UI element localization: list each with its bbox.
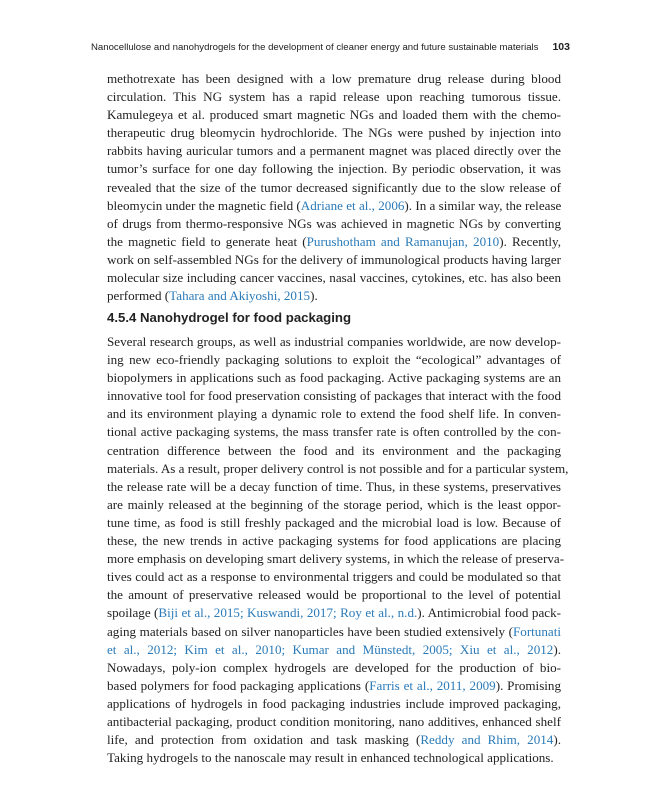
citation-link[interactable]: et al., 2012; Kim et al., 2010; Kumar and Münstedt, 2005; Xiu et al., 2012 <box>107 641 554 657</box>
text-line <box>107 713 561 731</box>
text-run: ). In a similar way, the release <box>404 197 562 213</box>
text-line <box>107 496 561 514</box>
running-head-title: Nanocellulose and nanohydrogels for the development of cleaner energy and future sustainable materials <box>91 42 539 53</box>
text-run: ). <box>310 288 318 304</box>
text-line <box>107 124 561 142</box>
running-head <box>92 41 570 53</box>
text-run: based polymers for food packaging applications ( <box>107 677 370 693</box>
text-line <box>107 106 561 124</box>
text-line <box>107 88 561 106</box>
text-run: bleomycin under the magnetic field ( <box>107 197 301 213</box>
citation-link[interactable]: Biji et al., 2015; Kuswandi, 2017; Roy et al., n.d. <box>158 605 418 621</box>
text-run: ). Recently, <box>499 233 561 249</box>
text-run: applications of hydrogels in food packaging industries include improved packaging, <box>107 695 561 711</box>
text-line <box>107 333 561 351</box>
text-line <box>107 215 561 233</box>
page-number: 103 <box>552 41 570 53</box>
text-line <box>107 695 561 713</box>
text-run: more emphasis on developing smart delivery systems, in which the release of preserva- <box>107 551 565 567</box>
text-line <box>107 550 565 568</box>
paragraph-food-packaging <box>107 333 569 767</box>
text-line <box>107 351 561 369</box>
text-run: ing new eco-friendly packaging solutions to exploit the “ecological” advantages of <box>107 352 561 368</box>
text-run: innovative tool for food preservation consisting of packages that interact with the food <box>107 388 561 404</box>
text-run: are mainly released at the beginning of the storage period, which is the least oppor- <box>107 496 561 512</box>
text-run: materials. As a result, proper delivery control is not possible and for a particular system, <box>107 460 569 476</box>
text-line <box>107 369 561 387</box>
text-run: ). <box>553 641 561 657</box>
text-line <box>107 586 561 604</box>
citation-link[interactable]: Fortunati <box>512 623 561 639</box>
paragraph-drug-delivery <box>107 70 561 305</box>
text-line <box>107 677 561 695</box>
text-run: life, and protection from oxidation and task masking ( <box>107 732 421 748</box>
text-line <box>107 179 561 197</box>
text-run: ). <box>553 732 561 748</box>
text-run: the magnetic field to generate heat ( <box>107 233 307 249</box>
text-line <box>107 659 561 677</box>
text-run: Several research groups, as well as industrial companies worldwide, are now develop- <box>107 334 561 349</box>
text-run: Nowadays, poly-ion complex hydrogels are developed for the production of bio- <box>107 659 561 675</box>
text-line <box>107 287 561 305</box>
text-line <box>107 423 561 441</box>
text-line <box>107 160 561 178</box>
text-run: methotrexate has been designed with a low premature drug release during blood <box>107 71 561 86</box>
text-run: centration difference between the food and its environment and the packaging <box>107 442 561 458</box>
text-line <box>107 641 561 659</box>
text-run: tune time, as food is still freshly packaged and the microbial load is low. Because of <box>107 514 561 530</box>
text-run: ). Antimicrobial food pack- <box>417 605 561 621</box>
text-run: molecular size including cancer vaccines, nasal vaccines, cytokines, etc. has also been <box>107 270 561 286</box>
text-line <box>107 142 561 160</box>
text-line <box>107 532 561 550</box>
text-line <box>107 749 561 767</box>
text-run: revealed that the size of the tumor decreased significantly due to the slow release of <box>107 179 561 195</box>
text-run: therapeutic drug bleomycin hydrochloride. The NGs were pushed by injection into <box>107 125 561 141</box>
text-run: spoilage ( <box>107 605 159 621</box>
text-line <box>107 623 561 641</box>
text-run: work on self-assembled NGs for the delivery of immunological products having larger <box>107 251 561 267</box>
text-run: antibacterial packaging, product condition monitoring, nano additives, enhanced shelf <box>107 713 561 729</box>
text-line <box>107 197 561 215</box>
text-run: the amount of preservative released would be proportional to the level of potential <box>107 587 561 603</box>
text-line <box>107 514 561 532</box>
text-run: these, the new trends in active packaging systems for food applications are placing <box>107 533 561 549</box>
text-run: biopolymers in applications such as food packaging. Active packaging systems are an <box>107 370 561 386</box>
text-run: ). Promising <box>495 677 562 693</box>
text-line <box>107 604 561 622</box>
text-run: aging materials based on silver nanoparticles have been studied extensively ( <box>107 623 513 639</box>
text-line <box>107 233 561 251</box>
text-line <box>107 405 561 423</box>
section-heading: 4.5.4 Nanohydrogel for food packaging <box>107 310 352 325</box>
citation-link[interactable]: Farris et al., 2011, 2009 <box>369 677 496 693</box>
text-run: tional active packaging systems, the mass transfer rate is often controlled by the con- <box>107 424 561 440</box>
text-line <box>107 460 569 478</box>
citation-link[interactable]: Adriane et al., 2006 <box>300 197 405 213</box>
text-run: performed ( <box>107 288 170 304</box>
text-line <box>107 478 561 496</box>
text-line <box>107 269 561 287</box>
citation-link[interactable]: Tahara and Akiyoshi, 2015 <box>169 288 311 304</box>
text-run: the release rate will be a decay function of time. Thus, in these systems, preservatives <box>107 478 561 494</box>
text-run: of drugs from thermo-responsive NGs was achieved in magnetic NGs by converting <box>107 215 561 231</box>
text-run: tumor’s surface for one day following the injection. By periodic observation, it was <box>107 161 561 177</box>
text-line <box>107 442 561 460</box>
text-line <box>107 568 561 586</box>
text-line <box>107 70 561 88</box>
text-run: tives could act as a response to environmental triggers and could be modulated so that <box>107 569 561 585</box>
text-line <box>107 387 561 405</box>
text-run: and its environment playing a dynamic role to extend the food shelf life. In conven- <box>107 406 561 422</box>
text-run: Taking hydrogels to the nanoscale may result in enhanced technological applications. <box>107 750 554 766</box>
citation-link[interactable]: Reddy and Rhim, 2014 <box>420 732 554 748</box>
citation-link[interactable]: Purushotham and Ramanujan, 2010 <box>306 233 500 249</box>
text-line <box>107 251 561 269</box>
text-run: circulation. This NG system has a rapid release upon reaching tumorous tissue. <box>107 89 561 105</box>
text-run: Kamulegeya et al. produced smart magnetic NGs and loaded them with the chemo- <box>107 107 561 123</box>
text-run: rabbits having auricular tumors and a permanent magnet was placed directly over the <box>107 143 561 159</box>
text-line <box>107 731 561 749</box>
